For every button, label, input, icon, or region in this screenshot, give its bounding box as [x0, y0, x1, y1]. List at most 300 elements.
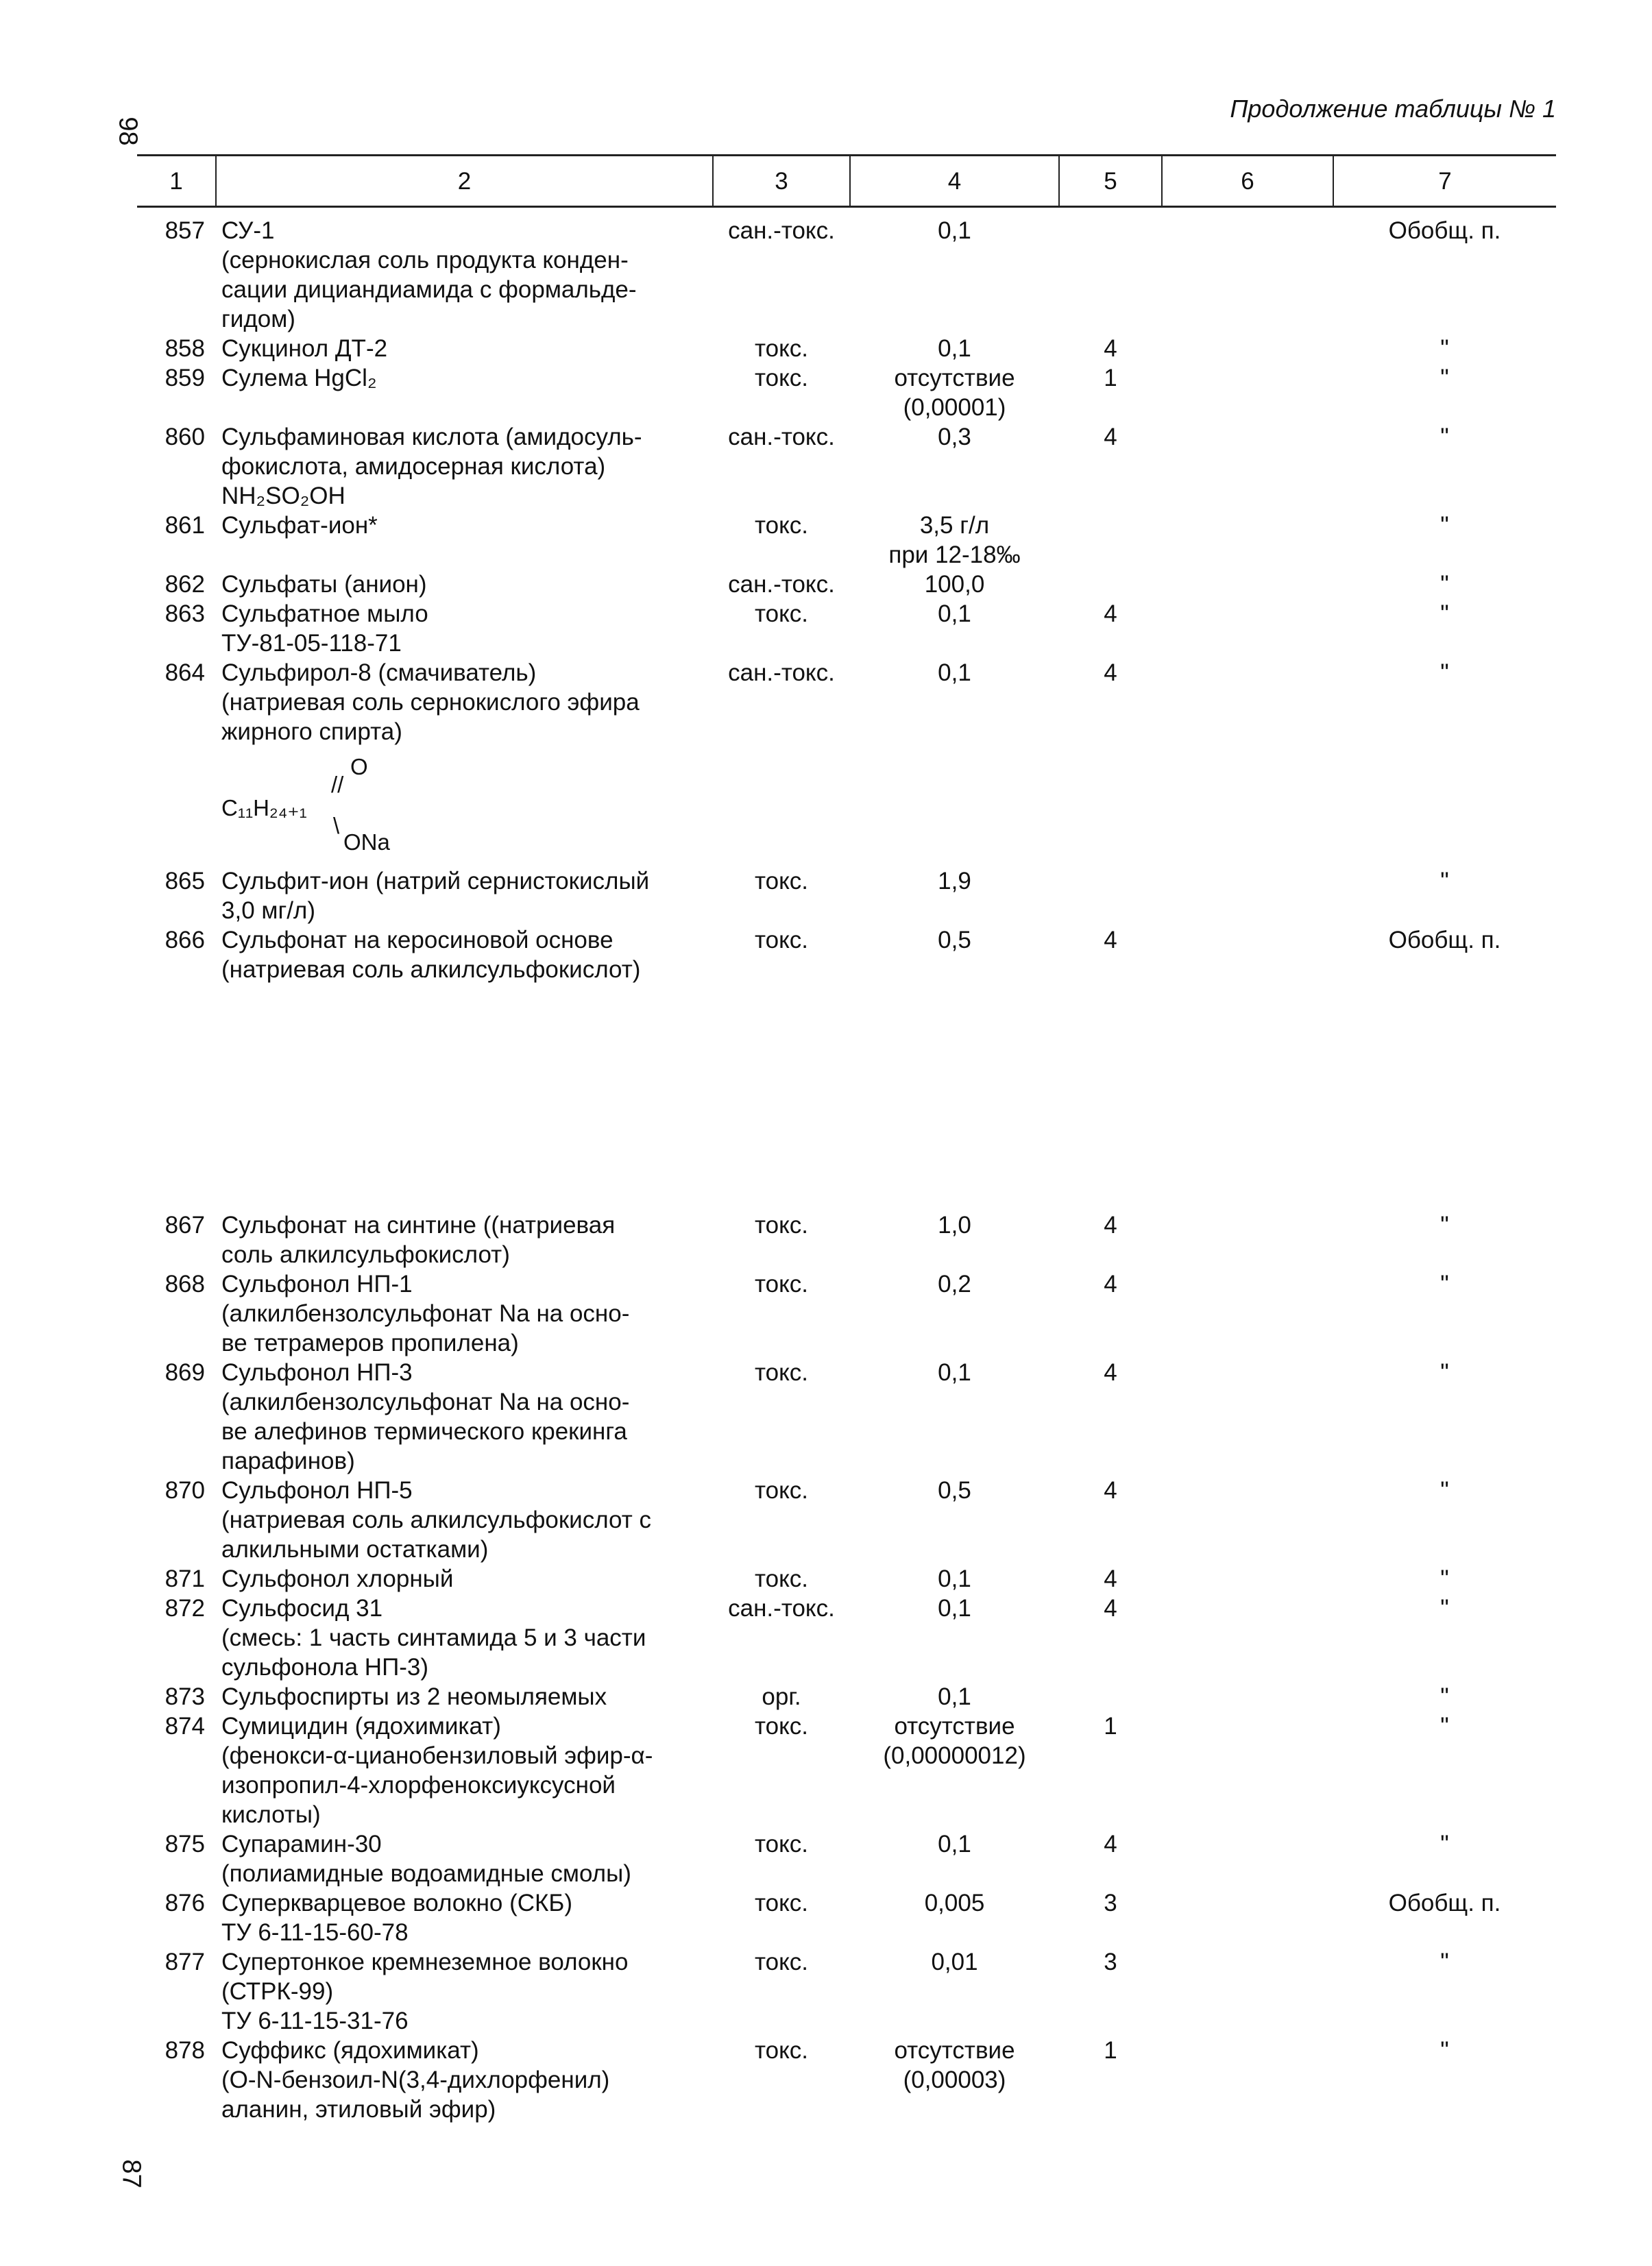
row-number-text: 869 [165, 1359, 205, 1386]
row-number-text: 859 [165, 365, 205, 391]
table-row [137, 1888, 1556, 1947]
concentration-line: отсутствие [894, 365, 1015, 391]
header-col-1: 1 [137, 156, 216, 207]
concentration-line: отсутствие [894, 1713, 1015, 1740]
table-row [137, 1711, 1556, 1829]
substance-name-line: (сернокислая соль продукта конден- [221, 247, 629, 273]
table-row [137, 334, 1556, 363]
column-6-empty [1162, 658, 1333, 866]
substance-name-line: парафинов) [221, 1448, 355, 1474]
source-note-text: " [1440, 1683, 1449, 1710]
concentration-line: 0,5 [938, 1477, 971, 1504]
source-note [1333, 1711, 1556, 1829]
table-row [137, 658, 1556, 866]
hazard-class-text: 1 [1104, 1713, 1117, 1740]
source-note-text: " [1440, 1595, 1449, 1622]
substance-name-line: Сульфонол хлорный [221, 1566, 454, 1592]
row-number [137, 925, 216, 984]
harm-indicator [713, 1711, 850, 1829]
harm-indicator-text: орг. [762, 1683, 801, 1710]
concentration-value [850, 1476, 1059, 1564]
hazard-class-text: 4 [1104, 1212, 1117, 1239]
hazard-class [1059, 1564, 1162, 1594]
source-note [1333, 658, 1556, 866]
column-6-empty [1162, 422, 1333, 511]
concentration-value [850, 1358, 1059, 1476]
row-number [137, 422, 216, 511]
table-row [137, 422, 1556, 511]
harm-indicator [713, 1888, 850, 1947]
concentration-line: 0,3 [938, 424, 971, 450]
substance-name-line: (алкилбензолсульфонат Na на осно- [221, 1389, 630, 1415]
substance-name-line: Сукцинол ДТ-2 [221, 335, 388, 362]
substance-name [216, 599, 713, 658]
formula-ona: ONa [343, 829, 390, 855]
substance-name-line: NH₂SO₂OH [221, 483, 345, 509]
substance-name-line: алкильными остатками) [221, 1536, 489, 1563]
hazard-class-text: 4 [1104, 1359, 1117, 1386]
concentration-line: 0,1 [938, 600, 971, 627]
concentration-line: 0,1 [938, 1595, 971, 1622]
table-body [137, 207, 1556, 2125]
table-row [137, 1358, 1556, 1476]
column-6-empty [1162, 1564, 1333, 1594]
table-row [137, 207, 1556, 334]
concentration-value [850, 1594, 1059, 1682]
harm-indicator [713, 1682, 850, 1711]
harm-indicator [713, 1829, 850, 1888]
hazard-class [1059, 866, 1162, 925]
substance-name [216, 1888, 713, 1947]
table-row [137, 1210, 1556, 1269]
hazard-class [1059, 925, 1162, 984]
source-note [1333, 1947, 1556, 2036]
harm-indicator-text: токс. [754, 512, 809, 539]
row-number-text: 875 [165, 1831, 205, 1857]
hazard-class-text: 4 [1104, 659, 1117, 686]
hazard-class [1059, 1682, 1162, 1711]
source-note [1333, 1269, 1556, 1358]
harm-indicator [713, 334, 850, 363]
hazard-class [1059, 334, 1162, 363]
hazard-class-text: 4 [1104, 424, 1117, 450]
substance-name-line: ве тетрамеров пропилена) [221, 1330, 519, 1356]
concentration-line: (0,00001) [903, 394, 1006, 421]
table-row [137, 570, 1556, 599]
harm-indicator [713, 1947, 850, 2036]
substance-name [216, 658, 713, 866]
concentration-line: 100,0 [924, 571, 985, 598]
table-header [137, 156, 1556, 207]
source-note [1333, 1888, 1556, 1947]
source-note-text: " [1440, 868, 1449, 894]
harm-indicator [713, 422, 850, 511]
row-number-text: 870 [165, 1477, 205, 1504]
column-6-empty [1162, 1210, 1333, 1269]
substance-name-line: Сулема HgCl₂ [221, 365, 377, 391]
source-note [1333, 2036, 1556, 2124]
table-row [137, 1269, 1556, 1358]
harm-indicator [713, 511, 850, 570]
row-number-text: 865 [165, 868, 205, 894]
substances-table [137, 154, 1556, 2124]
substance-name-line: (натриевая соль алкилсульфокислот) [221, 956, 641, 983]
source-note-text: " [1440, 1831, 1449, 1857]
hazard-class [1059, 1476, 1162, 1564]
row-number-text: 864 [165, 659, 205, 686]
column-6-empty [1162, 1358, 1333, 1476]
row-number-text: 876 [165, 1890, 205, 1916]
harm-indicator-text: токс. [754, 1359, 809, 1386]
source-note-text: " [1440, 1212, 1449, 1239]
concentration-value [850, 363, 1059, 422]
column-6-empty [1162, 925, 1333, 984]
table-row [137, 1476, 1556, 1564]
concentration-line: 1,0 [938, 1212, 971, 1239]
column-6-empty [1162, 1711, 1333, 1829]
substance-name-line: жирного спирта) [221, 718, 402, 745]
source-note-text: " [1440, 424, 1449, 450]
substance-name-line: (алкилбензолсульфонат Na на осно- [221, 1300, 630, 1327]
row-number [137, 1711, 216, 1829]
substance-name-line: Сульфонат на синтине ((натриевая [221, 1212, 616, 1239]
row-number-text: 874 [165, 1713, 205, 1740]
substance-name-line: ТУ 6-11-15-60-78 [221, 1919, 409, 1946]
substance-name-line: СУ-1 [221, 217, 275, 244]
hazard-class-text: 4 [1104, 1831, 1117, 1857]
source-note [1333, 599, 1556, 658]
source-note [1333, 1564, 1556, 1594]
source-note [1333, 334, 1556, 363]
concentration-value [850, 866, 1059, 925]
row-number [137, 1358, 216, 1476]
substance-name-line: (О-N-бензоил-N(3,4-дихлорфенил) [221, 2067, 610, 2093]
row-number [137, 2036, 216, 2124]
substance-name [216, 1829, 713, 1888]
hazard-class-text: 3 [1104, 1949, 1117, 1975]
substance-name [216, 1476, 713, 1564]
harm-indicator-text: токс. [754, 1713, 809, 1740]
hazard-class-text: 4 [1104, 1595, 1117, 1622]
hazard-class [1059, 1594, 1162, 1682]
harm-indicator-text: токс. [754, 1477, 809, 1504]
hazard-class [1059, 1358, 1162, 1476]
source-note [1333, 866, 1556, 925]
header-col-3: 3 [713, 156, 850, 207]
table-row [137, 511, 1556, 570]
harm-indicator [713, 1564, 850, 1594]
source-note [1333, 1210, 1556, 1269]
column-6-empty [1162, 334, 1333, 363]
column-6-empty [1162, 866, 1333, 925]
hazard-class-text: 4 [1104, 600, 1117, 627]
source-note-text: " [1440, 659, 1449, 686]
substance-name [216, 1947, 713, 2036]
source-note-text: " [1440, 600, 1449, 627]
source-note [1333, 363, 1556, 422]
substance-name-line: Суперкварцевое волокно (СКБ) [221, 1890, 573, 1916]
source-note [1333, 1358, 1556, 1476]
column-6-empty [1162, 1269, 1333, 1358]
hazard-class-text: 4 [1104, 1566, 1117, 1592]
harm-indicator-text: токс. [754, 2037, 809, 2064]
source-note-text: " [1440, 1949, 1449, 1975]
concentration-value [850, 1888, 1059, 1947]
row-number [137, 1210, 216, 1269]
concentration-value [850, 1829, 1059, 1888]
substance-name [216, 422, 713, 511]
substance-name-line: Сульфатное мыло [221, 600, 428, 627]
substance-name-line: Сульфоспирты из 2 неомыляемых [221, 1683, 607, 1710]
hazard-class-text: 1 [1104, 2037, 1117, 2064]
row-number-text: 860 [165, 424, 205, 450]
source-note-text: " [1440, 571, 1449, 598]
substance-name-line: (фенокси-α-цианобензиловый эфир-α- [221, 1742, 653, 1769]
row-number [137, 1476, 216, 1564]
substance-name-line: Сульфосид 31 [221, 1595, 383, 1622]
blank-gap-row [137, 984, 1556, 1210]
harm-indicator-text: токс. [754, 868, 809, 894]
hazard-class [1059, 1888, 1162, 1947]
row-number [137, 658, 216, 866]
source-note [1333, 1594, 1556, 1682]
row-number [137, 511, 216, 570]
substance-name-line: Сульфаминовая кислота (амидосуль- [221, 424, 642, 450]
column-6-empty [1162, 1682, 1333, 1711]
column-6-empty [1162, 2036, 1333, 2124]
substance-name-line: гидом) [221, 306, 295, 332]
concentration-line: 0,2 [938, 1271, 971, 1298]
harm-indicator-text: сан.-токс. [728, 217, 835, 244]
substance-name-line: изопропил-4-хлорфеноксиуксусной [221, 1772, 616, 1799]
substance-name-line: (СТРК-99) [221, 1978, 334, 2005]
substance-name [216, 925, 713, 984]
page-number-top: 98 [113, 117, 143, 146]
row-number [137, 1888, 216, 1947]
substance-name-line: ТУ-81-05-118-71 [221, 630, 402, 657]
source-note-text: " [1440, 2037, 1449, 2064]
harm-indicator-text: токс. [754, 927, 809, 953]
concentration-line: 3,5 г/л [919, 512, 990, 539]
row-number [137, 866, 216, 925]
substance-name-line: Сульфонол НП-5 [221, 1477, 413, 1504]
hazard-class-text: 4 [1104, 335, 1117, 362]
harm-indicator [713, 658, 850, 866]
concentration-value [850, 334, 1059, 363]
row-number [137, 1682, 216, 1711]
row-number-text: 868 [165, 1271, 205, 1298]
source-note-text: " [1440, 1359, 1449, 1386]
table-caption: Продолжение таблицы № 1 [1230, 95, 1556, 123]
substance-name-line: (натриевая соль алкилсульфокислот с [221, 1507, 651, 1533]
concentration-line: 0,1 [938, 1831, 971, 1857]
concentration-value [850, 1682, 1059, 1711]
column-6-empty [1162, 207, 1333, 334]
substance-name [216, 1210, 713, 1269]
substance-name [216, 1594, 713, 1682]
concentration-value [850, 1564, 1059, 1594]
row-number [137, 207, 216, 334]
concentration-value [850, 1711, 1059, 1829]
harm-indicator-text: токс. [754, 600, 809, 627]
row-number [137, 1947, 216, 2036]
substance-name-line: ТУ 6-11-15-31-76 [221, 2008, 409, 2034]
source-note [1333, 207, 1556, 334]
source-note-text: " [1440, 1566, 1449, 1592]
substance-name-line: Сульфаты (анион) [221, 571, 427, 598]
harm-indicator [713, 207, 850, 334]
substance-name-line: Сульфонол НП-3 [221, 1359, 413, 1386]
row-number [137, 1269, 216, 1358]
row-number-text: 877 [165, 1949, 205, 1975]
substance-name [216, 1564, 713, 1594]
row-number-text: 863 [165, 600, 205, 627]
substance-name [216, 363, 713, 422]
substance-name-line: соль алкилсульфокислот) [221, 1241, 510, 1268]
column-6-empty [1162, 1476, 1333, 1564]
source-note-text: Обобщ. п. [1388, 1890, 1501, 1916]
row-number-text: 866 [165, 927, 205, 953]
concentration-value [850, 511, 1059, 570]
hazard-class [1059, 511, 1162, 570]
column-6-empty [1162, 511, 1333, 570]
substance-name [216, 570, 713, 599]
row-number [137, 1594, 216, 1682]
concentration-line: 0,1 [938, 1359, 971, 1386]
header-col-7: 7 [1333, 156, 1556, 207]
formula-base: C₁₁H₂₄₊₁ [221, 795, 307, 820]
harm-indicator [713, 1210, 850, 1269]
concentration-value [850, 207, 1059, 334]
header-col-5: 5 [1059, 156, 1162, 207]
row-number-text: 873 [165, 1683, 205, 1710]
table-row [137, 1947, 1556, 2036]
source-note [1333, 1829, 1556, 1888]
source-note-text: " [1440, 1477, 1449, 1504]
concentration-line: при 12-18‰ [888, 541, 1021, 568]
concentration-line: 0,01 [931, 1949, 978, 1975]
concentration-line: 0,1 [938, 1683, 971, 1710]
row-number-text: 867 [165, 1212, 205, 1239]
source-note-text: " [1440, 512, 1449, 539]
table-row [137, 1829, 1556, 1888]
concentration-value [850, 1947, 1059, 2036]
concentration-value [850, 658, 1059, 866]
substance-name-line: Сульфонат на керосиновой основе [221, 927, 614, 953]
concentration-line: (0,00003) [903, 2067, 1006, 2093]
substance-name-line: Супарамин-30 [221, 1831, 382, 1857]
formula-bond-up: // [331, 772, 344, 797]
source-note-text: " [1440, 1271, 1449, 1298]
harm-indicator-text: сан.-токс. [728, 424, 835, 450]
row-number [137, 599, 216, 658]
substance-name-line: Сульфонол НП-1 [221, 1271, 413, 1298]
concentration-line: отсутствие [894, 2037, 1015, 2064]
column-6-empty [1162, 1888, 1333, 1947]
harm-indicator [713, 570, 850, 599]
harm-indicator [713, 1476, 850, 1564]
page-number-bottom: 87 [117, 2159, 146, 2189]
harm-indicator-text: сан.-токс. [728, 1595, 835, 1622]
concentration-value [850, 570, 1059, 599]
substance-name-line: Сульфит-ион (натрий сернистокислый [221, 868, 650, 894]
hazard-class-text: 4 [1104, 1477, 1117, 1504]
row-number-text: 862 [165, 571, 205, 598]
concentration-line: 0,1 [938, 1566, 971, 1592]
hazard-class-text: 1 [1104, 365, 1117, 391]
harm-indicator [713, 925, 850, 984]
row-number [137, 363, 216, 422]
concentration-line: 0,5 [938, 927, 971, 953]
substance-name-line: сации дициандиамида с формальде- [221, 276, 637, 303]
hazard-class-text: 3 [1104, 1890, 1117, 1916]
source-note-text: " [1440, 335, 1449, 362]
column-6-empty [1162, 570, 1333, 599]
substance-name [216, 207, 713, 334]
substance-name-line: (смесь: 1 часть синтамида 5 и 3 части [221, 1624, 646, 1651]
hazard-class [1059, 207, 1162, 334]
substance-name-line: сульфонола НП-3) [221, 1654, 428, 1681]
structural-formula [221, 746, 707, 866]
concentration-line: 0,1 [938, 217, 971, 244]
substance-name-line: Сульфирол-8 (смачиватель) [221, 659, 537, 686]
concentration-line: 0,1 [938, 335, 971, 362]
hazard-class [1059, 658, 1162, 866]
hazard-class [1059, 1269, 1162, 1358]
substance-name-line: Супертонкое кремнеземное волокно [221, 1949, 629, 1975]
substance-name [216, 1269, 713, 1358]
substance-name [216, 334, 713, 363]
concentration-value [850, 422, 1059, 511]
table-row [137, 1594, 1556, 1682]
concentration-line: 1,9 [938, 868, 971, 894]
source-note [1333, 1682, 1556, 1711]
column-6-empty [1162, 599, 1333, 658]
row-number-text: 872 [165, 1595, 205, 1622]
hazard-class-text: 4 [1104, 1271, 1117, 1298]
concentration-value [850, 2036, 1059, 2124]
hazard-class [1059, 570, 1162, 599]
source-note [1333, 422, 1556, 511]
blank-gap [137, 984, 1556, 1210]
table-row [137, 599, 1556, 658]
hazard-class [1059, 1210, 1162, 1269]
table-row [137, 866, 1556, 925]
column-6-empty [1162, 1594, 1333, 1682]
concentration-line: 0,005 [924, 1890, 985, 1916]
harm-indicator-text: токс. [754, 365, 809, 391]
table-row [137, 1564, 1556, 1594]
hazard-class [1059, 363, 1162, 422]
substance-name-line: 3,0 мг/л) [221, 897, 316, 924]
substance-name [216, 511, 713, 570]
hazard-class [1059, 2036, 1162, 2124]
substance-name-line: Сумицидин (ядохимикат) [221, 1713, 501, 1740]
source-note-text: " [1440, 365, 1449, 391]
source-note [1333, 925, 1556, 984]
hazard-class [1059, 422, 1162, 511]
substance-name [216, 1682, 713, 1711]
source-note [1333, 570, 1556, 599]
row-number [137, 570, 216, 599]
header-col-2: 2 [216, 156, 713, 207]
concentration-value [850, 1210, 1059, 1269]
concentration-value [850, 925, 1059, 984]
concentration-line: 0,1 [938, 659, 971, 686]
substance-name-line: Суффикс (ядохимикат) [221, 2037, 479, 2064]
harm-indicator [713, 1269, 850, 1358]
row-number-text: 857 [165, 217, 205, 244]
